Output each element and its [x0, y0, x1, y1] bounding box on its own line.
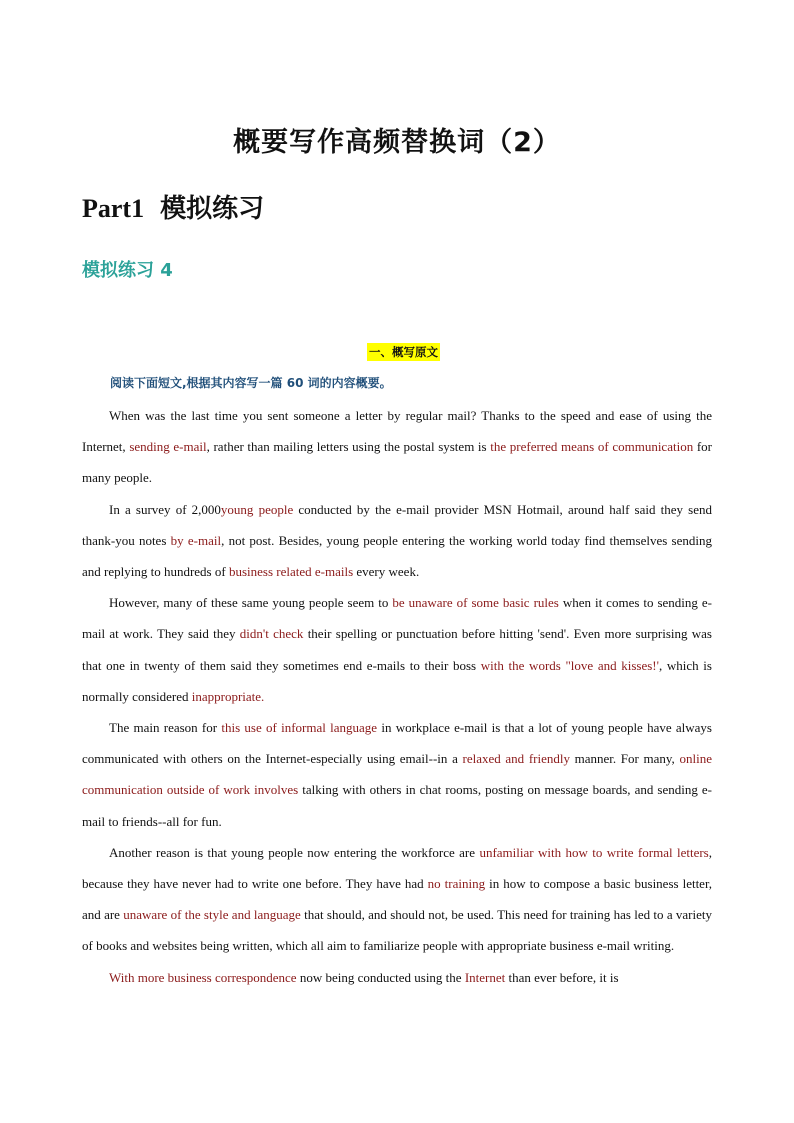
highlighted-phrase: With more business correspondence: [109, 969, 297, 985]
highlighted-phrase: young people: [220, 501, 294, 517]
passage-text: every week.: [353, 564, 420, 580]
highlighted-phrase: the preferred means of communication: [490, 439, 694, 455]
passage-text: conducted by the e-mail provider MSN Hotmail, around half said they send thank-you notes: [82, 501, 712, 548]
passage-paragraph: [82, 400, 712, 494]
passage-text: , because they have never had to write one before. They have had: [82, 844, 712, 892]
passage-text: When was the last time you sent someone a letter by regular mail? Thanks to the speed and ease of using the Internet,: [82, 408, 712, 455]
exercise-subheading: 模拟练习 4: [82, 260, 173, 281]
passage-paragraph: [82, 494, 712, 588]
part-label: Part1: [82, 194, 145, 223]
highlighted-phrase: didn't check: [239, 626, 304, 642]
passage-text: In a survey of 2,000: [109, 501, 221, 517]
passage-paragraph: [82, 837, 712, 962]
passage-text: Another reason is that young people now entering the workforce are: [109, 844, 480, 860]
passage-text: that should, and should not, be used. This need for training has led to a variety of books and websites being written, which all aim to familiarize people with appropriate business e-mail writing.: [82, 907, 713, 954]
section-label: 一、概写原文: [369, 345, 438, 359]
passage-body: [82, 400, 712, 993]
passage-text: , not post. Besides, young people entering the working world today find themselves sending and replying to hundreds of: [82, 532, 712, 580]
passage-text: when it comes to sending e-mail at work. They said they: [82, 595, 712, 642]
passage-text: now being conducted using the: [296, 969, 465, 985]
highlighted-phrase: unfamiliar with how to write formal letters: [479, 844, 709, 860]
passage-text: than ever before, it is: [505, 969, 619, 985]
passage-text: However, many of these same young people seem to: [109, 595, 393, 611]
passage-text: , rather than mailing letters using the postal system is: [206, 439, 491, 455]
highlighted-phrase: no training: [427, 876, 486, 892]
highlighted-phrase: relaxed and friendly: [462, 751, 570, 767]
passage-paragraph: [82, 587, 712, 712]
passage-text: manner. For many,: [569, 751, 680, 767]
passage-text: in how to compose a basic business letter, and are: [82, 876, 713, 923]
passage-paragraph: [82, 712, 712, 837]
highlighted-phrase: sending e-mail: [129, 439, 207, 455]
part-name: 模拟练习: [160, 194, 265, 223]
passage-text: in workplace e-mail is that a lot of young people have always communicated with others on the Internet-especially using email--in a: [82, 720, 712, 767]
passage-paragraph: [82, 962, 712, 993]
passage-text: talking with others in chat rooms, posting on message boards, and sending e-mail to friends--all for fun.: [82, 782, 712, 829]
highlighted-phrase: by e-mail: [170, 532, 222, 548]
highlighted-phrase: online communication outside of work involves: [82, 751, 712, 798]
highlighted-phrase: this use of informal language: [221, 720, 378, 736]
highlighted-phrase: business related e-mails: [228, 564, 354, 580]
instruction-text: 阅读下面短文,根据其内容写一篇 60 词的内容概要。: [110, 376, 392, 390]
passage-text: , which is normally considered: [82, 657, 712, 704]
highlighted-phrase: be unaware of some basic rules: [392, 595, 559, 611]
passage-text: The main reason for: [109, 720, 222, 736]
passage-text: their spelling or punctuation before hitting 'send'. Even more surprising was that one in twenty of them said they sometimes end e-mails to their boss: [82, 626, 712, 673]
highlighted-phrase: Internet: [464, 969, 506, 985]
highlighted-phrase: inappropriate.: [191, 688, 265, 704]
document-title: 概要写作高频替换词（2）: [233, 127, 561, 158]
highlighted-phrase: unaware of the style and language: [123, 907, 301, 923]
part-heading: [82, 188, 264, 225]
highlighted-phrase: with the words "love and kisses!': [480, 657, 659, 673]
passage-text: for many people.: [82, 439, 712, 486]
